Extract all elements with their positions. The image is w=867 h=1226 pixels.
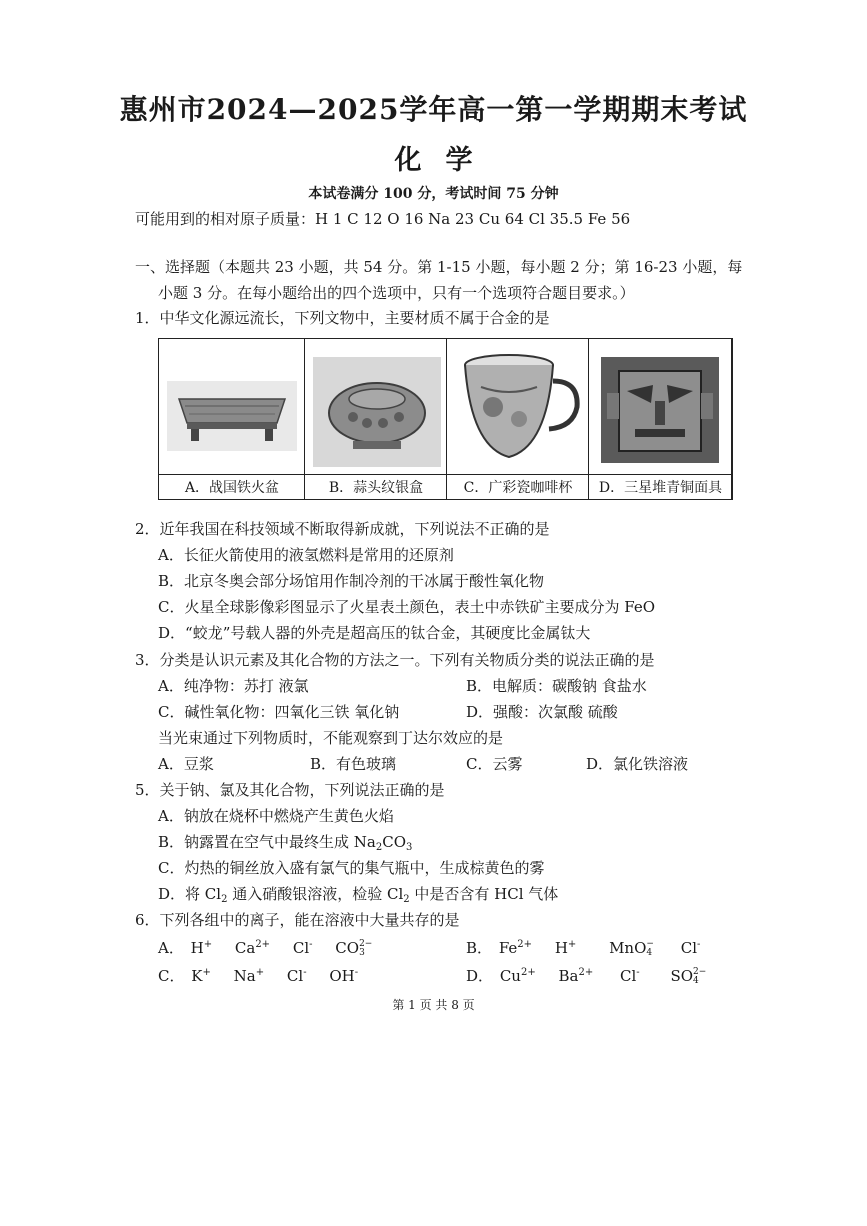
option-label: D． [466,967,494,985]
bronze-mask-image [601,357,719,463]
exam-info: 本试卷满分 100 分，考试时间 75 分钟 [308,186,559,202]
subscript: 3 [406,842,413,853]
option-b-text: B．钠露置在空气中最终生成 Na [158,833,376,851]
question-2-option-d: D．“蛟龙”号载人器的外壳是超高压的钛合金，其硬度比金属钛大 [158,624,591,642]
question-2-option-b: B．北京冬奥会部分场馆用作制冷剂的干冰属于酸性氧化物 [158,572,545,590]
option-d-text: 通入硝酸银溶液，检验 Cl [227,885,404,903]
subscript: 2 [403,894,410,905]
section-heading-line2: 小题 3 分。在每小题给出的四个选项中，只有一个选项符合题目要求。） [158,284,635,302]
question-2-option-a: A．长征火箭使用的液氢燃料是常用的还原剂 [158,546,454,564]
ion: CO 2− 3 [335,939,373,958]
page-footer: 第 1 页 共 8 页 [392,998,475,1012]
subscript: 2 [221,894,228,905]
ion: Cl- [680,939,701,957]
question-2-option-c: C．火星全球影像彩图显示了火星表土颜色，表土中赤铁矿主要成分为 FeO [158,598,656,616]
question-4-option-c: C．云雾 [466,755,523,773]
question-2-stem: 2．近年我国在科技领域不断取得新成就，下列说法不正确的是 [135,520,550,538]
artifact-cell-d [589,339,732,499]
ion: H+ [190,939,213,957]
question-3-option-a: A．纯净物：苏打 液氯 [158,677,309,695]
option-label: A． [158,939,184,957]
ion: $Cu^{2+}$ [499,967,536,985]
subscript: 2 [375,842,383,853]
question-3-option-b: B．电解质：碳酸钠 食盐水 [466,677,647,695]
option-label: B． [466,939,493,957]
question-4-option-a: A．豆浆 [158,755,214,773]
ion: MnO − 4 [609,939,654,958]
artifact-cell-c [447,339,589,499]
question-5-option-b [158,831,412,853]
artifact-cell-a [159,339,305,499]
artifact-cell-b [305,339,447,499]
question-5-option-c: C．灼热的铜丝放入盛有氯气的集气瓶中，生成棕黄色的雾 [158,859,545,877]
question-6-option-a [158,937,372,958]
ion: $Ba^{2+}$ [558,967,594,985]
question-4-stem: 当光束通过下列物质时，不能观察到丁达尔效应的是 [158,729,504,747]
section-heading-line1: 一、选择题（本题共 23 小题，共 54 分。第 1-15 小题，每小题 2 分；第 16-23 小题，每 [135,258,743,276]
ion: $Fe^{2+}$ [498,939,533,957]
ion: Na+ [233,967,265,985]
question-6-option-c [158,965,358,986]
question-1-stem: 1．中华文化源远流长，下列文物中，主要材质不属于合金的是 [135,309,550,327]
question-3-stem: 3．分类是认识元素及其化合物的方法之一。下列有关物质分类的说法正确的是 [135,651,655,669]
caption-c: C．广彩瓷咖啡杯 [463,480,573,496]
subject-title: 化学 [394,145,497,176]
question-3-option-d: D．强酸：次氯酸 硫酸 [466,703,618,721]
silver-box-image [313,357,441,467]
ion: Cl- [292,939,313,957]
artifact-table [158,338,733,500]
porcelain-cup-image [453,347,583,469]
question-6-option-b [466,937,700,958]
ion: SO 2− 4 [670,967,707,986]
option-d-text: 中是否含有 HCl 气体 [409,885,559,903]
question-4-option-d: D．氯化铁溶液 [586,755,689,773]
question-6-option-d [466,965,706,986]
question-6-stem: 6．下列各组中的离子，能在溶液中大量共存的是 [135,911,460,929]
caption-b: B．蒜头纹银盒 [328,480,424,496]
ion: Cl- [286,967,307,985]
ion: OH- [329,967,359,985]
question-5-stem: 5．关于钠、氯及其化合物，下列说法正确的是 [135,781,445,799]
ion: $Ca^{2+}$ [234,939,271,957]
option-label: C． [158,967,185,985]
question-5-option-d [158,883,558,905]
caption-a: A．战国铁火盆 [184,480,280,496]
iron-fire-basin-image [167,381,297,451]
exam-title: 惠州市2024—2025学年高一第一学期期末考试 [119,93,748,126]
caption-divider [159,474,732,475]
caption-d: D．三星堆青铜面具 [598,480,723,496]
question-4-option-b: B．有色玻璃 [310,755,397,773]
atomic-masses: 可能用到的相对原子质量：H 1 C 12 O 16 Na 23 Cu 64 Cl 35.5 Fe 56 [135,210,631,228]
option-d-text: D．将 Cl [158,885,222,903]
option-b-text: CO [382,833,407,851]
question-3-option-c: C．碱性氧化物：四氧化三铁 氧化钠 [158,703,400,721]
ion: K+ [191,967,211,985]
question-5-option-a: A．钠放在烧杯中燃烧产生黄色火焰 [158,807,394,825]
ion: Cl- [619,967,640,985]
ion: H+ [554,939,577,957]
